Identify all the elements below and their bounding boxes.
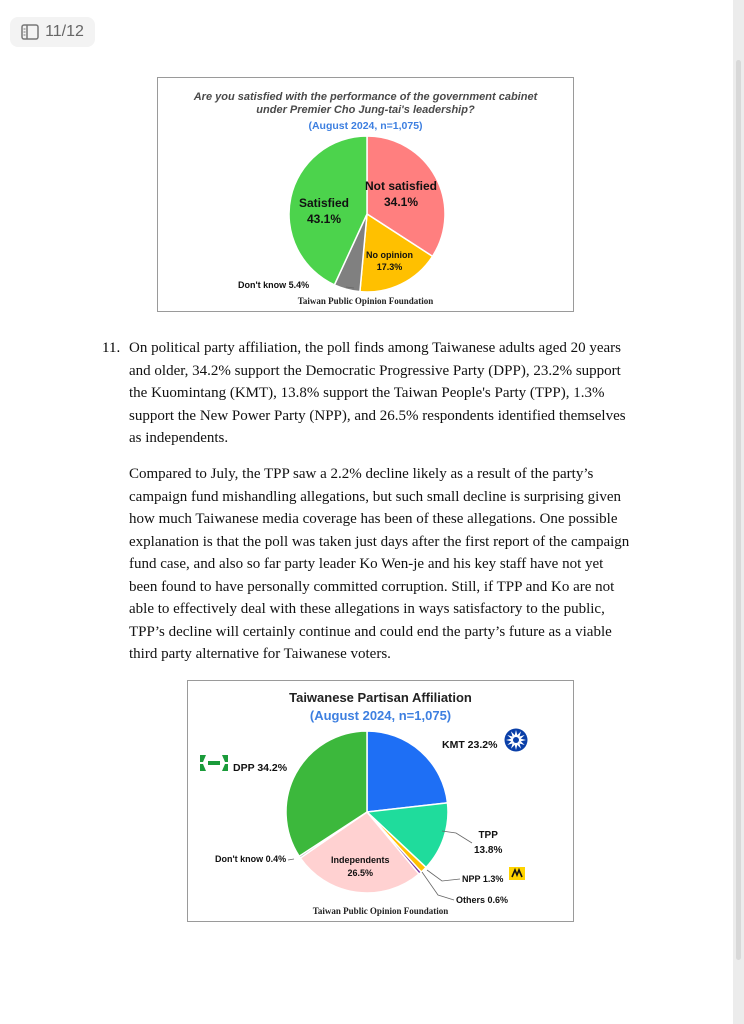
label-satisfied bbox=[299, 195, 349, 227]
partisan-chart bbox=[187, 680, 574, 922]
label-others: Others 0.6% bbox=[456, 895, 509, 905]
chart-source: Taiwan Public Opinion Foundation bbox=[297, 296, 434, 306]
scrollbar[interactable] bbox=[733, 0, 744, 1024]
partisan-pie bbox=[188, 681, 573, 921]
label-not-satisfied bbox=[365, 178, 437, 210]
satisfaction-chart bbox=[157, 77, 574, 312]
page-indicator[interactable] bbox=[10, 17, 95, 47]
label-kmt: KMT 23.2% bbox=[442, 739, 498, 751]
label-satisfied-name: Satisfied bbox=[299, 196, 350, 210]
paragraph-tpp-decline: Compared to July, the TPP saw a 2.2% decline likely as a result of the party’s campaign fund mishandling allegations, but such small decline is surprising given how much Taiwanese media coverage has been of these allegations. One possible explanation is that the poll was taken just days after the first report of the campaign fund case, and also so far party leader Ko Wen-je and his key staff have not yet been found to have personally committed corruption. Still, if TPP and Ko are not able to effectively deal with these allegations in ways satisfactory to the public, TPP’s decline will certainly continue and could end the party’s future as a viable third party alternative for Taiwanese voters. bbox=[129, 466, 630, 662]
label-dont-know: Don't know 0.4% bbox=[215, 854, 287, 864]
label-npp: NPP 1.3% bbox=[462, 874, 504, 884]
label-no-opinion bbox=[366, 249, 413, 273]
kmt-logo-icon bbox=[504, 728, 528, 752]
dpp-logo-icon bbox=[198, 753, 230, 773]
paragraph-party-affiliation: On political party affiliation, the poll finds among Taiwanese adults aged 20 years and older, 34.2% support the Democratic Progressive Party (DPP), 23.2% support the Kuomintang (KMT), 13.8% support the Taiwan People's Party (TPP), 1.3% support the New Power Party (NPP), and 26.5% respondents identified themselves as independents. bbox=[129, 340, 626, 446]
chart-subtitle: (August 2024, n=1,075) bbox=[308, 120, 423, 132]
label-no-opinion-value: 17.3% bbox=[376, 262, 403, 272]
chart-title-line2: under Premier Cho Jung-tai's leadership? bbox=[256, 104, 475, 116]
chart-title: Taiwanese Partisan Affiliation bbox=[289, 690, 472, 705]
leader-line-dont-know bbox=[288, 859, 294, 860]
label-tpp-value: 13.8% bbox=[474, 845, 503, 856]
label-independents-name: Independents bbox=[331, 855, 390, 865]
label-dpp: DPP 34.2% bbox=[233, 762, 288, 774]
chart-title-line1: Are you satisfied with the performance of the government cabinet bbox=[193, 91, 538, 103]
label-independents-value: 26.5% bbox=[347, 868, 374, 878]
label-no-opinion-name: No opinion bbox=[366, 250, 413, 260]
label-satisfied-value: 43.1% bbox=[306, 212, 342, 226]
label-dont-know: Don't know 5.4% bbox=[238, 280, 310, 290]
chart-source: Taiwan Public Opinion Foundation bbox=[312, 906, 449, 916]
chart-subtitle: (August 2024, n=1,075) bbox=[309, 708, 452, 723]
pie-slice-kmt bbox=[367, 731, 447, 812]
npp-logo-icon bbox=[509, 867, 525, 880]
scrollbar-thumb[interactable] bbox=[736, 60, 741, 960]
label-not-satisfied-name: Not satisfied bbox=[365, 179, 438, 193]
label-tpp bbox=[474, 828, 502, 858]
label-independents bbox=[331, 854, 390, 880]
label-not-satisfied-value: 34.1% bbox=[383, 195, 419, 209]
label-tpp-name: TPP bbox=[478, 830, 498, 841]
list-number: 11. bbox=[102, 340, 121, 356]
page-number: 11/12 bbox=[45, 23, 84, 40]
leader-line-tpp bbox=[442, 831, 472, 843]
leader-line-others bbox=[422, 872, 454, 900]
leader-line-npp bbox=[427, 870, 460, 881]
page-layout-icon bbox=[21, 24, 39, 40]
